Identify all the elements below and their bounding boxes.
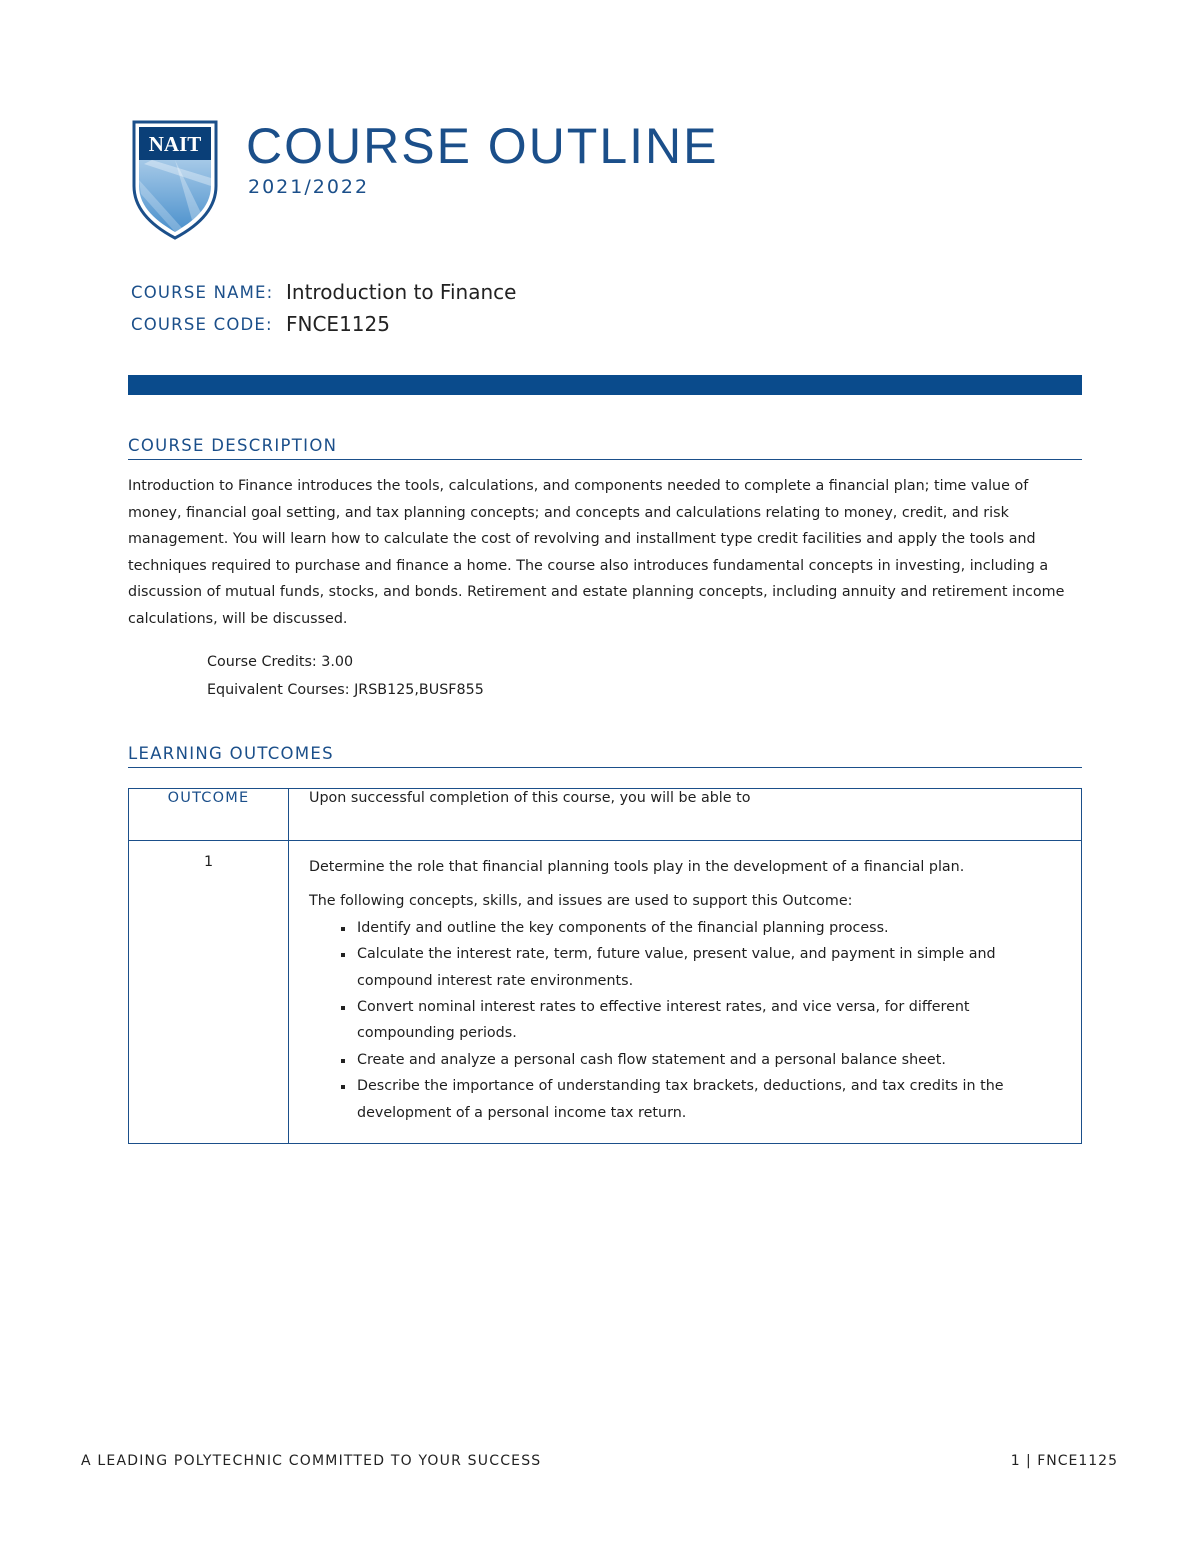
header-divider-bar bbox=[128, 375, 1082, 395]
outcome-support-list bbox=[309, 915, 1041, 1126]
list-item: Identify and outline the key components of the financial planning process. bbox=[357, 915, 1041, 941]
nait-logo bbox=[132, 120, 218, 240]
course-code-label: COURSE CODE: bbox=[131, 315, 273, 334]
list-item: Describe the importance of understanding tax brackets, deductions, and tax credits in the development of a personal income tax return. bbox=[357, 1073, 1041, 1126]
outcome-description-header: Upon successful completion of this course, you will be able to bbox=[289, 789, 1082, 841]
list-item: Create and analyze a personal cash flow statement and a personal balance sheet. bbox=[357, 1047, 1041, 1073]
outcome-support-intro: The following concepts, skills, and issues are used to support this Outcome: bbox=[309, 893, 853, 910]
table-row bbox=[129, 841, 1082, 1144]
list-item: Calculate the interest rate, term, future value, present value, and payment in simple and compound interest rate environments. bbox=[357, 941, 1041, 994]
course-description-heading: COURSE DESCRIPTION bbox=[128, 436, 1082, 460]
outcomes-table-header bbox=[129, 789, 1082, 841]
course-name-value: Introduction to Finance bbox=[286, 280, 517, 304]
equivalent-courses: Equivalent Courses: JRSB125,BUSF855 bbox=[207, 682, 484, 698]
course-description-text: Introduction to Finance introduces the tools, calculations, and components needed to complete a financial plan; time value of money, financial goal setting, and tax planning concepts; and concepts and calculations relating to money, credit, and risk management. You will learn how to calculate the cost of revolving and installment type credit facilities and apply the tools and techniques required to purchase and finance a home. The course also introduces fundamental concepts in investing, including a discussion of mutual funds, stocks, and bonds. Retirement and estate planning concepts, including annuity and retirement income calculations, will be discussed. bbox=[128, 478, 1065, 627]
course-name-label: COURSE NAME: bbox=[131, 283, 274, 302]
course-credits: Course Credits: 3.00 bbox=[207, 654, 354, 670]
learning-outcomes-heading: LEARNING OUTCOMES bbox=[128, 744, 1082, 768]
footer-page-number: 1 | FNCE1125 bbox=[1010, 1453, 1118, 1469]
logo-text: NAIT bbox=[148, 132, 202, 156]
outcome-number: 1 bbox=[129, 841, 289, 1144]
outcome-details bbox=[289, 841, 1082, 1144]
outcomes-table bbox=[128, 788, 1082, 1144]
course-code-value: FNCE1125 bbox=[286, 312, 390, 336]
footer-tagline: A LEADING POLYTECHNIC COMMITTED TO YOUR SUCCESS bbox=[81, 1453, 542, 1469]
outcome-statement: Determine the role that financial planning tools play in the development of a financial plan. bbox=[309, 859, 965, 875]
list-item: Convert nominal interest rates to effective interest rates, and vice versa, for different compounding periods. bbox=[357, 994, 1041, 1047]
academic-year: 2021/2022 bbox=[248, 176, 370, 198]
document-title: COURSE OUTLINE bbox=[246, 118, 719, 174]
outcome-column-header: OUTCOME bbox=[129, 789, 289, 841]
